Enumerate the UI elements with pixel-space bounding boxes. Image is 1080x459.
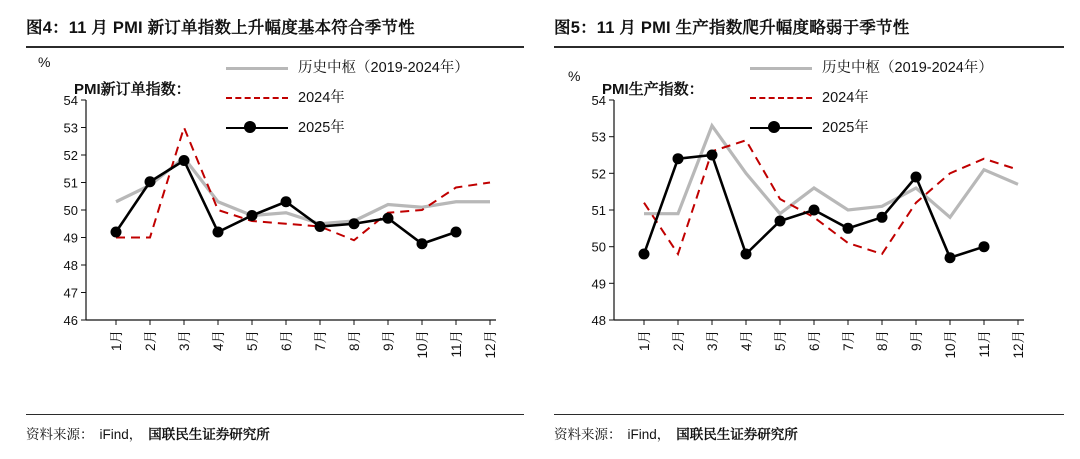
svg-text:51: 51 — [591, 203, 606, 218]
series-2024-line — [116, 128, 490, 241]
series-historical-line — [644, 126, 1018, 218]
svg-text:7月: 7月 — [313, 330, 328, 352]
svg-text:49: 49 — [591, 276, 606, 292]
legend-swatch-historical-icon — [750, 60, 812, 74]
svg-text:46: 46 — [63, 313, 78, 328]
x-axis-ticks-right — [637, 320, 1026, 359]
legend-item — [226, 116, 469, 137]
legend-left — [226, 56, 469, 137]
title-divider-left — [26, 46, 524, 48]
svg-text:11月: 11月 — [977, 330, 992, 358]
legend-label: 2025年 — [822, 120, 869, 136]
svg-text:10月: 10月 — [943, 330, 958, 359]
svg-text:9月: 9月 — [909, 330, 924, 352]
legend-label: 历史中枢（2019-2024年） — [822, 60, 993, 76]
svg-text:12月: 12月 — [483, 330, 498, 359]
svg-text:53: 53 — [63, 120, 78, 136]
svg-text:5月: 5月 — [245, 330, 260, 352]
source-note-right — [540, 423, 1080, 443]
legend-item — [750, 86, 993, 107]
svg-text:47: 47 — [63, 285, 78, 301]
x-axis-ticks-left — [109, 320, 498, 359]
svg-text:48: 48 — [591, 313, 606, 328]
legend-swatch-historical-icon — [226, 60, 288, 74]
svg-text:3月: 3月 — [705, 330, 720, 352]
legend-right — [750, 56, 993, 137]
legend-swatch-2025-icon — [226, 120, 288, 134]
source-label: 资料来源： — [26, 427, 94, 442]
svg-text:8月: 8月 — [875, 330, 890, 352]
chart-title-right: 图5：11 月 PMI 生产指数爬升幅度略弱于季节性 — [554, 19, 910, 37]
svg-text:7月: 7月 — [841, 330, 856, 352]
plot-area-left — [26, 52, 524, 382]
footer-divider-holder-right — [554, 414, 1064, 416]
legend-label: 2024年 — [822, 90, 869, 106]
svg-text:9月: 9月 — [381, 330, 396, 352]
legend-item — [226, 56, 469, 77]
legend-label: 2025年 — [298, 120, 345, 136]
source-label: 资料来源： — [554, 427, 622, 442]
legend-item — [226, 86, 469, 107]
svg-text:4月: 4月 — [739, 330, 754, 352]
y-axis-unit-left: % — [38, 54, 51, 70]
legend-swatch-2024-icon — [226, 90, 288, 104]
legend-swatch-2025-icon — [750, 120, 812, 134]
svg-text:1月: 1月 — [637, 330, 652, 352]
plot-area-right — [554, 52, 1064, 382]
svg-text:50: 50 — [591, 239, 606, 255]
title-divider-right — [554, 46, 1064, 48]
svg-text:5月: 5月 — [773, 330, 788, 352]
svg-text:49: 49 — [63, 230, 78, 246]
legend-item — [750, 116, 993, 137]
svg-text:50: 50 — [63, 203, 78, 218]
chart-title-left: 图4：11 月 PMI 新订单指数上升幅度基本符合季节性 — [26, 19, 415, 37]
source-value-primary: iFind， — [627, 427, 671, 442]
footer-divider-left — [26, 414, 524, 416]
svg-text:1月: 1月 — [109, 330, 124, 352]
source-note-left — [0, 423, 540, 443]
legend-item — [750, 56, 993, 77]
svg-text:8月: 8月 — [347, 330, 362, 352]
svg-text:2月: 2月 — [143, 330, 158, 352]
y-axis-unit-right: % — [568, 68, 581, 84]
source-value-secondary: 国联民生证券研究所 — [148, 427, 270, 442]
svg-text:48: 48 — [63, 258, 78, 273]
legend-label: 2024年 — [298, 90, 345, 106]
svg-text:52: 52 — [591, 166, 606, 182]
svg-text:12月: 12月 — [1011, 330, 1026, 359]
svg-text:52: 52 — [63, 148, 78, 163]
legend-label: 历史中枢（2019-2024年） — [298, 60, 469, 76]
series-name-right: PMI生产指数： — [602, 81, 704, 98]
legend-swatch-2024-icon — [750, 90, 812, 104]
source-value-secondary: 国联民生证券研究所 — [676, 427, 798, 442]
svg-text:53: 53 — [591, 129, 606, 145]
svg-text:4月: 4月 — [211, 330, 226, 352]
series-name-left: PMI新订单指数： — [74, 81, 191, 98]
svg-text:2月: 2月 — [671, 330, 686, 352]
footer-divider-right — [554, 414, 1064, 416]
y-axis-ticks-right — [592, 93, 614, 328]
y-axis-ticks-left — [64, 93, 86, 328]
footer-divider-holder-left — [26, 414, 524, 416]
svg-text:10月: 10月 — [415, 330, 430, 359]
svg-text:11月: 11月 — [449, 330, 464, 358]
source-value-primary: iFind， — [99, 427, 143, 442]
svg-text:51: 51 — [63, 175, 78, 191]
svg-text:6月: 6月 — [807, 330, 822, 352]
svg-text:3月: 3月 — [177, 330, 192, 352]
svg-text:54: 54 — [591, 93, 606, 108]
chart-panel-right — [540, 0, 1080, 459]
svg-text:6月: 6月 — [279, 330, 294, 352]
svg-text:54: 54 — [63, 93, 78, 108]
